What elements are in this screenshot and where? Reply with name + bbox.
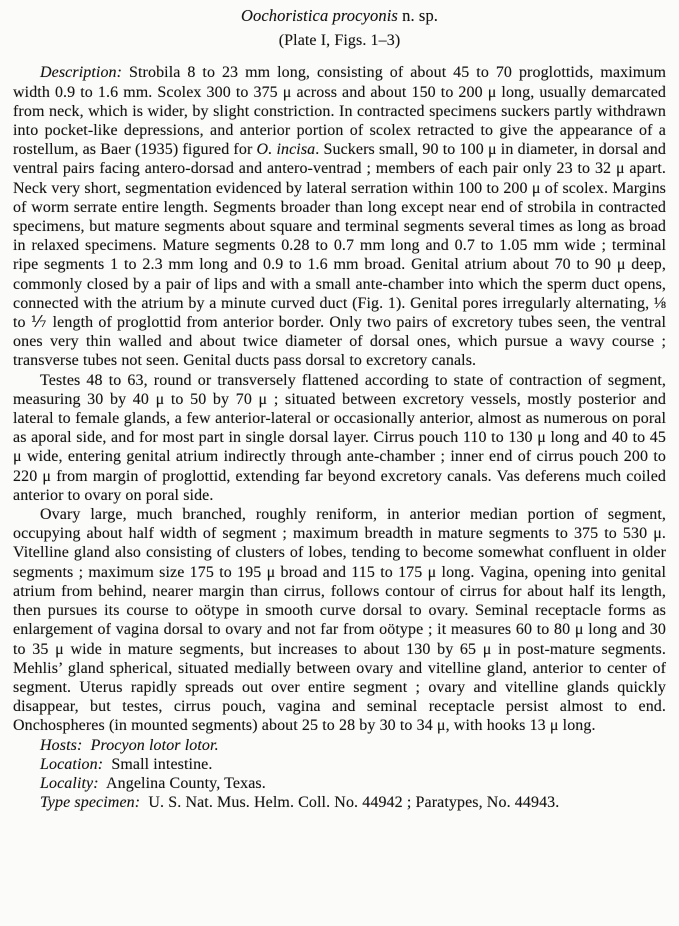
hosts-value: Procyon lotor lotor. [90, 736, 219, 754]
description-text-2: . Suckers small, 90 to 100 μ in diameter, in dorsal and ventral pairs facing antero-dorsad and antero-ventrad ; members of each pair only 23 to 32 μ apart. Neck very short, segmentation evidenced by lateral serration within 100 to 200 μ of scolex. Margins of worm serrate entire length. Segments broader than long except near end of strobila in contracted specimens, but mature segments about square and terminal segments several times as long as broad in relaxed specimens. Mature segments 0.28 to 0.7 mm long and 0.7 to 1.05 mm wide ; terminal ripe segments 1 to 2.3 mm long and 0.9 to 1.6 mm broad. Genital atrium about 70 to 90 μ deep, commonly closed by a pair of lips and with a small ante-chamber into which the sperm duct opens, connected with the atrium by a minute curved duct (Fig. 1). Genital pores irregularly alternating, ⅛ to ⅐ length of proglottid from anterior border. Only two pairs of excretory tubes seen, the ventral ones very thin walled and about twice diameter of dorsal ones, which pursue a wavy course ; transverse tubes not seen. Genital ducts pass dorsal to excretory canals. [13, 141, 666, 370]
testes-paragraph: Testes 48 to 63, round or transversely flattened according to state of contraction of segment, measuring 30 by 40 μ to 50 by 70 μ ; situated between excretory vessels, mostly posterior and lateral to female glands, a few anterior-lateral or occasionally anterior, almost as numerous on poral as aporal side, and for most part in single dorsal layer. Cirrus pouch 110 to 130 μ long and 40 to 45 μ wide, entering genital atrium indirectly through ante-chamber ; inner end of cirrus pouch 200 to 220 μ from margin of proglottid, extending far beyond excretory canals. Vas deferens much coiled anterior to ovary on poral side. [13, 371, 666, 504]
type-specimen-line [13, 793, 666, 812]
locality-label: Locality: [40, 774, 99, 792]
description-paragraph [13, 63, 666, 370]
hosts-line [13, 736, 666, 755]
species-heading-name: Oochoristica procyonis [240, 6, 398, 25]
hosts-label: Hosts: [40, 736, 83, 754]
description-text-1: Strobila 8 to 23 mm long, consisting of about 45 to 70 proglottids, maximum width 0.9 to 1.6 mm. Scolex 300 to 375 μ across and about 150 to 200 μ long, usually demarcated from neck, which is wider, by slight constriction. In contracted specimens suckers partly withdrawn into pocket-like depressions, and anterior portion of scolex retracted to give the appearance of a rostellum, as Baer (1935) figured for [13, 64, 666, 159]
species-heading-suffix: n. sp. [397, 6, 439, 25]
ovary-paragraph: Ovary large, much branched, roughly reniform, in anterior median portion of segment, occupying about half width of segment ; maximum breadth in mature segments to 375 to 530 μ. Vitelline gland also consisting of clusters of lobes, tending to become somewhat confluent in older segments ; maximum size 175 to 195 μ broad and 115 to 175 μ long. Vagina, opening into genital atrium from behind, nearer margin than cirrus, follows contour of cirrus for about half its length, then pursues its course to oötype in smooth curve dorsal to ovary. Seminal receptacle forms as enlargement of vagina dorsal to ovary and not far from oötype ; it measures 60 to 80 μ long and 30 to 35 μ wide in mature segments, but increases to about 130 by 65 μ in post-mature segments. Mehlis’ gland spherical, situated medially between ovary and vitelline gland, anterior to center of segment. Uterus rapidly spreads out over entire segment ; ovary and vitelline glands quickly disappear, but testes, cirrus pouch, vagina and seminal receptacle persist almost to end. Onchospheres (in mounted segments) about 25 to 28 by 30 to 34 μ, with hooks 13 μ long. [13, 506, 666, 735]
locality-line [13, 774, 666, 793]
location-line [13, 755, 666, 774]
type-specimen-value: U. S. Nat. Mus. Helm. Coll. No. 44942 ; Paratypes, No. 44943. [148, 794, 560, 812]
spacer [82, 737, 90, 754]
species-heading [13, 6, 666, 25]
location-value: Small intestine. [111, 755, 213, 773]
spacer [99, 775, 106, 792]
description-label: Description: [40, 64, 123, 82]
plate-reference: (Plate I, Figs. 1–3) [278, 32, 401, 50]
type-specimen-label: Type specimen: [40, 794, 141, 812]
locality-value: Angelina County, Texas. [106, 774, 266, 792]
location-label: Location: [40, 755, 104, 773]
species-name-incisa: O. incisa [256, 141, 316, 159]
